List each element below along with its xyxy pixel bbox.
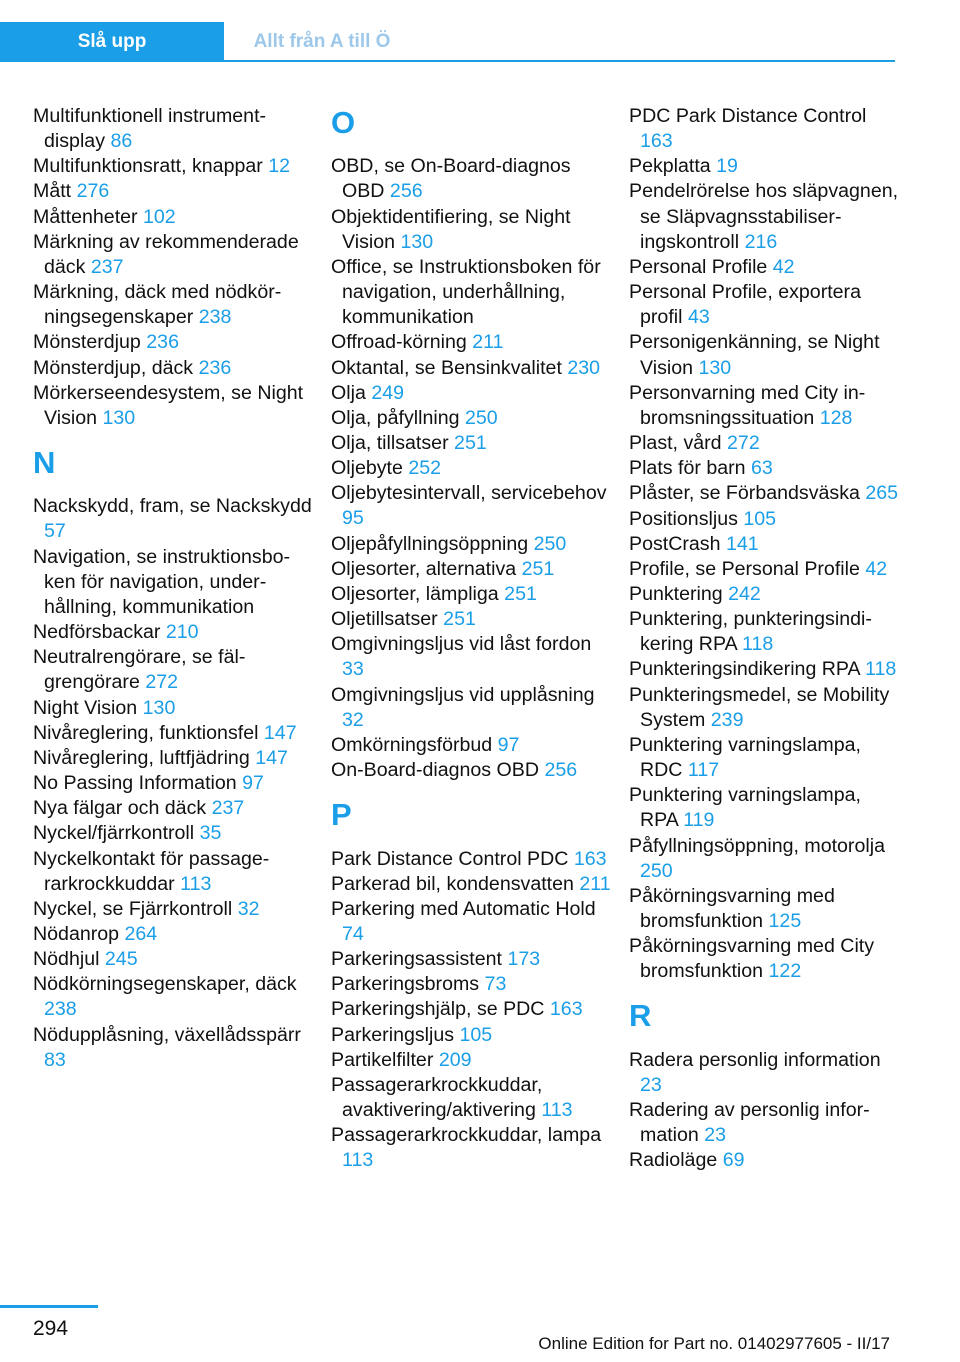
index-entry-text: Nödhjul (33, 948, 100, 971)
edition-text: Online Edition for Part no. 01402977605 - II/17 (538, 1334, 890, 1353)
page-link[interactable]: 250 (464, 406, 498, 429)
index-entry-text: Nivåreglering, funktionsfel (33, 721, 259, 744)
section-letter: O (331, 105, 356, 140)
index-entry-text: Night Vision (33, 696, 138, 719)
page-link[interactable]: 57 (44, 520, 66, 543)
page-link[interactable]: 250 (533, 532, 567, 555)
index-entry (331, 632, 611, 682)
index-entry-text: Nedförsbackar (33, 621, 161, 644)
index-entry (331, 205, 611, 255)
page-link[interactable]: 119 (683, 809, 715, 832)
index-entry-text: Neutralrengörare, se fälgrengörare (33, 646, 246, 694)
index-entry-text: Parkering med Automatic Hold (331, 897, 596, 920)
index-entry-text: Oljesorter, lämpliga (331, 582, 499, 605)
page-link[interactable]: 252 (408, 457, 442, 480)
index-entry-text: Multifunktionell instrumentdisplay (33, 105, 267, 153)
page-link[interactable]: 118 (742, 633, 774, 656)
index-entry (331, 582, 611, 607)
index-entry-text: Nivåreglering, luftfjädring (33, 746, 250, 769)
index-entry (629, 255, 904, 280)
index-entry-text: Office, se Instruktionsboken för navigation, underhållning, kommunikation (331, 255, 601, 329)
page-link[interactable]: 32 (237, 897, 260, 920)
index-entry-text: Mått (33, 180, 72, 203)
index-entry-text: Partikelfilter (331, 1048, 434, 1071)
index-entry (331, 330, 611, 355)
page-link[interactable]: 113 (180, 872, 212, 895)
index-entry-text: Oljepåfyllningsöppning (331, 532, 529, 555)
index-entry-text: Parkeringsbroms (331, 973, 480, 996)
page-link[interactable]: 42 (865, 557, 888, 580)
index-entry-text: Nyckel, se Fjärrkontroll (33, 897, 233, 920)
page-link[interactable]: 130 (142, 696, 176, 719)
page-link[interactable]: 130 (698, 356, 732, 379)
index-entry (33, 821, 313, 846)
page-link[interactable]: 242 (728, 582, 761, 605)
index-entry (331, 481, 611, 531)
page-link[interactable]: 250 (640, 859, 673, 882)
index-entry-text: Park Distance Control PDC (331, 847, 569, 870)
index-entry (629, 783, 904, 833)
page-link[interactable]: 147 (263, 721, 297, 744)
index-entry-text: Punktering varningslampa, RDC (629, 733, 861, 782)
index-entry-text: Nyckel/fjärrkontroll (33, 822, 195, 845)
index-entry-text: Punktering, punkteringsindikering RPA (629, 608, 872, 656)
index-entry-text: Parkeringshjälp, se PDC (331, 998, 545, 1021)
index-entry-text: Positionsljus (629, 507, 738, 530)
section-letter: R (629, 998, 652, 1034)
index-entry-text: Passagerarkrockkuddar, lampa (331, 1124, 602, 1147)
index-entry-text: Pendelrörelse hos släpvagnen, se Släpvagnsstabiliseringskontroll (629, 180, 899, 253)
index-entry-text: Personigenkänning, se Night Vision (629, 331, 880, 379)
tab-allt-fran-a-till-o[interactable]: Allt från A till Ö (224, 22, 420, 60)
index-entry-text: Nödupplåsning, växellådsspärr (33, 1023, 301, 1046)
index-entry (629, 834, 904, 884)
index-entry (331, 683, 611, 733)
index-entry-text: Punkteringsmedel, se Mobility System (629, 683, 890, 731)
index-entry-text: Personal Profile, exportera profil (629, 281, 861, 329)
page-link[interactable]: 117 (687, 759, 720, 782)
page-link[interactable]: 236 (146, 331, 179, 354)
index-entry (629, 381, 904, 431)
index-entry-text: OBD, se On-Board-diagnos OBD (331, 155, 571, 203)
page-link[interactable]: 130 (102, 406, 136, 429)
index-entry (629, 683, 904, 733)
index-entry-text: Navigation, se instruktionsboken för navigation, underhållning, kommunikation (33, 545, 291, 618)
index-entry-text: Personal Profile (629, 255, 768, 278)
page-link[interactable]: 97 (242, 772, 264, 795)
index-entry-text: Passagerarkrockkuddar, avaktivering/aktivering (331, 1073, 543, 1122)
index-entry (331, 758, 611, 783)
index-column-1 (33, 104, 313, 1073)
page-link[interactable]: 251 (504, 582, 537, 605)
page-link[interactable]: 86 (110, 130, 133, 153)
page-link[interactable]: 128 (819, 406, 853, 429)
page-link[interactable]: 141 (725, 532, 759, 555)
index-entry (33, 645, 313, 695)
page-link[interactable]: 12 (268, 155, 291, 178)
page-link[interactable]: 163 (573, 847, 607, 870)
index-entry (33, 721, 313, 746)
page-link[interactable]: 69 (722, 1149, 745, 1172)
index-entry (33, 620, 313, 645)
page-link[interactable]: 118 (865, 658, 897, 681)
index-column-2 (331, 104, 611, 1174)
page-link[interactable]: 249 (371, 381, 405, 404)
index-entry-text: Radioläge (629, 1149, 718, 1172)
index-entry (331, 1023, 611, 1048)
index-entry-text: Plåster, se Förbandsväska (629, 482, 860, 505)
index-entry-text: Märkning, däck med nödkörningsegenskaper (33, 281, 282, 329)
index-entry (33, 356, 313, 381)
index-entry (331, 997, 611, 1022)
index-entry-text: Oljebyte (331, 457, 403, 480)
index-entry-text: Parkeringsassistent (331, 948, 502, 971)
index-entry (33, 922, 313, 947)
page-link[interactable]: 32 (342, 708, 364, 731)
index-entry (33, 847, 313, 897)
page-link[interactable]: 211 (579, 872, 611, 895)
page-link[interactable]: 272 (145, 671, 179, 694)
section-letter: N (33, 445, 56, 481)
index-entry (33, 947, 313, 972)
page-link[interactable]: 122 (768, 960, 802, 983)
index-entry (331, 607, 611, 632)
index-entry (331, 1048, 611, 1073)
index-entry (33, 796, 313, 821)
index-entry (331, 532, 611, 557)
index-entry (331, 1123, 611, 1173)
index-entry (331, 557, 611, 582)
index-entry (629, 557, 904, 582)
index-entry (33, 494, 313, 544)
index-entry (629, 456, 904, 481)
index-entry (629, 657, 904, 682)
index-entry (331, 972, 611, 997)
index-entry-text: Olja, tillsatser (331, 432, 449, 455)
index-entry-text: Omkörningsförbud (331, 733, 493, 756)
page-link[interactable]: 264 (124, 922, 158, 945)
page-link[interactable]: 265 (865, 482, 899, 505)
footer-rule (0, 1305, 98, 1308)
index-entry-text: Profile, se Personal Profile (629, 557, 860, 580)
index-entry-text: Olja, påfyllning (331, 406, 460, 429)
tab-underline (0, 60, 895, 62)
page-link[interactable]: 256 (544, 759, 578, 782)
index-entry-text: Objektidentifiering, se Night Vision (331, 205, 571, 253)
index-entry-text: Oljetillsatser (331, 608, 438, 631)
page-link[interactable]: 97 (497, 733, 520, 756)
index-entry-text: Mönsterdjup (33, 331, 141, 354)
index-entry (629, 481, 904, 506)
index-entry (33, 179, 313, 204)
index-entry (33, 381, 313, 431)
index-entry (629, 934, 904, 984)
page-link[interactable]: 251 (454, 432, 487, 455)
page-link[interactable]: 23 (640, 1073, 662, 1096)
index-entry (629, 1098, 904, 1148)
page-link[interactable]: 163 (640, 130, 673, 153)
index-entry-text: Punktering varningslampa, RPA (629, 784, 861, 832)
index-entry (331, 406, 611, 431)
page-link[interactable]: 73 (484, 973, 507, 996)
index-entry (33, 897, 313, 922)
index-entry-text: No Passing Information (33, 772, 237, 795)
page-link[interactable]: 239 (710, 708, 744, 731)
index-entry (331, 847, 611, 872)
index-entry (629, 154, 904, 179)
page-link[interactable]: 23 (704, 1124, 727, 1147)
index-entry (629, 733, 904, 783)
index-entry-text: Mönsterdjup, däck (33, 356, 194, 379)
page-link[interactable]: 211 (472, 331, 504, 354)
page-link[interactable]: 230 (567, 356, 601, 379)
index-entry-text: Radering av personlig information (629, 1099, 870, 1147)
page-link[interactable]: 163 (549, 998, 583, 1021)
index-entry (33, 280, 313, 330)
index-entry-text: Punkteringsindikering RPA (629, 658, 860, 681)
index-entry-text: Omgivningsljus vid låst fordon (331, 633, 592, 656)
section-letter: P (331, 797, 352, 833)
index-entry (629, 280, 904, 330)
index-entry (629, 1148, 904, 1173)
index-entry-text: Mörkerseendesystem, se Night Vision (33, 381, 304, 429)
index-entry (331, 255, 611, 330)
index-entry-text: Påkörningsvarning med City bromsfunktion (629, 935, 875, 983)
page-link[interactable]: 245 (104, 948, 138, 971)
index-entry (331, 431, 611, 456)
page-link[interactable]: 125 (768, 910, 802, 932)
index-entry-text: Offroad-körning (331, 331, 467, 354)
page-link[interactable]: 238 (198, 306, 232, 329)
index-entry (33, 330, 313, 355)
index-entry-text: Måttenheter (33, 205, 138, 228)
index-entry (629, 607, 904, 657)
page-link[interactable]: 238 (44, 998, 77, 1021)
index-entry (629, 507, 904, 532)
page-link[interactable]: 35 (199, 822, 222, 845)
index-entry (629, 431, 904, 456)
index-entry-text: On-Board-diagnos OBD (331, 759, 540, 782)
index-entry (33, 972, 313, 1022)
index-entry (331, 154, 611, 204)
page-link[interactable]: 74 (342, 922, 364, 945)
page-link[interactable]: 237 (90, 255, 124, 278)
index-entry-text: Parkeringsljus (331, 1023, 455, 1046)
page-link[interactable]: 33 (342, 658, 364, 681)
index-entry (331, 733, 611, 758)
index-entry (629, 884, 904, 934)
index-entry (629, 179, 904, 254)
index-entry (629, 104, 904, 154)
index-entry-text: PDC Park Distance Control (629, 105, 867, 127)
page-link[interactable]: 272 (727, 432, 760, 455)
page-link[interactable]: 19 (716, 155, 738, 178)
index-entry-text: Nödkörningsegenskaper, däck (33, 973, 297, 996)
index-entry (331, 897, 611, 947)
index-entry-text: Plast, vård (629, 432, 722, 455)
page-link[interactable]: 130 (400, 230, 434, 253)
index-column-3 (629, 104, 904, 1174)
index-entry-text: Pekplatta (629, 155, 711, 178)
index-entry (33, 104, 313, 154)
index-entry-text: Olja (331, 381, 366, 404)
index-entry-text: Multifunktionsratt, knappar (33, 155, 263, 178)
index-entry-text: Plats för barn (629, 457, 746, 480)
tab-sla-upp[interactable]: Slå upp (0, 22, 224, 60)
page-link[interactable]: 147 (255, 746, 288, 769)
index-entry (33, 771, 313, 796)
page-link[interactable]: 83 (44, 1048, 66, 1071)
page-link[interactable]: 251 (521, 557, 555, 580)
page-link[interactable]: 210 (165, 621, 199, 644)
page-link[interactable]: 256 (389, 180, 423, 203)
index-entry-text: Omgivningsljus vid upplåsning (331, 683, 595, 706)
page-link[interactable]: 105 (743, 507, 777, 530)
index-entry (33, 545, 313, 620)
index-entry-text: Påfyllningsöppning, motorolja (629, 834, 885, 857)
index-entry-text: Radera personlig information (629, 1048, 881, 1071)
index-entry-text: Nödanrop (33, 922, 120, 945)
index-entry (629, 582, 904, 607)
page-link[interactable]: 237 (211, 797, 245, 820)
index-entry-text: Nyckelkontakt för passagerarkrockkuddar (33, 847, 270, 895)
index-entry-text: Oljebytesintervall, servicebehov (331, 482, 607, 505)
index-entry (331, 947, 611, 972)
index-entry-text: Nackskydd, fram, se Nackskydd (33, 495, 312, 518)
page-link[interactable]: 236 (198, 356, 232, 379)
page-link[interactable]: 102 (143, 205, 176, 228)
header-tabs (0, 22, 895, 62)
index-entry (33, 205, 313, 230)
index-entry (33, 696, 313, 721)
page-link[interactable]: 43 (687, 306, 710, 329)
index-entry-text: Påkörningsvarning med bromsfunktion (629, 884, 835, 932)
page-link[interactable]: 42 (772, 255, 795, 278)
index-entry-text: Parkerad bil, kondensvatten (331, 872, 574, 895)
page-link[interactable]: 276 (76, 180, 110, 203)
index-entry (629, 330, 904, 380)
index-entry-text: Oktantal, se Bensinkvalitet (331, 356, 562, 379)
page-link[interactable]: 95 (342, 507, 364, 530)
index-entry-text: PostCrash (629, 532, 721, 555)
index-entry (33, 1023, 313, 1073)
page-link[interactable]: 251 (443, 608, 476, 631)
index-entry (331, 872, 611, 897)
index-entry-text: Märkning av rekommenderade däck (33, 230, 299, 278)
index-entry (331, 356, 611, 381)
index-entry (33, 154, 313, 179)
index-entry (331, 1073, 611, 1123)
page-link[interactable]: 113 (342, 1149, 374, 1172)
index-entry-text: Punktering (629, 582, 723, 605)
index-entry (331, 381, 611, 406)
page-link[interactable]: 209 (438, 1048, 472, 1071)
index-entry-text: Nya fälgar och däck (33, 797, 207, 820)
index-entry (629, 1048, 904, 1098)
page-number: 294 (33, 1317, 69, 1340)
index-entry-text: Personvarning med City inbromsningssituation (629, 381, 866, 429)
page-link[interactable]: 63 (750, 457, 773, 480)
index-entry (331, 456, 611, 481)
index-entry (33, 230, 313, 280)
page-link[interactable]: 173 (507, 948, 541, 971)
index-entry (33, 746, 313, 771)
index-entry (629, 532, 904, 557)
page-link[interactable]: 216 (744, 230, 778, 253)
page-link[interactable]: 105 (459, 1023, 493, 1046)
index-entry-text: Oljesorter, alternativa (331, 557, 517, 580)
page-link[interactable]: 113 (541, 1099, 573, 1122)
